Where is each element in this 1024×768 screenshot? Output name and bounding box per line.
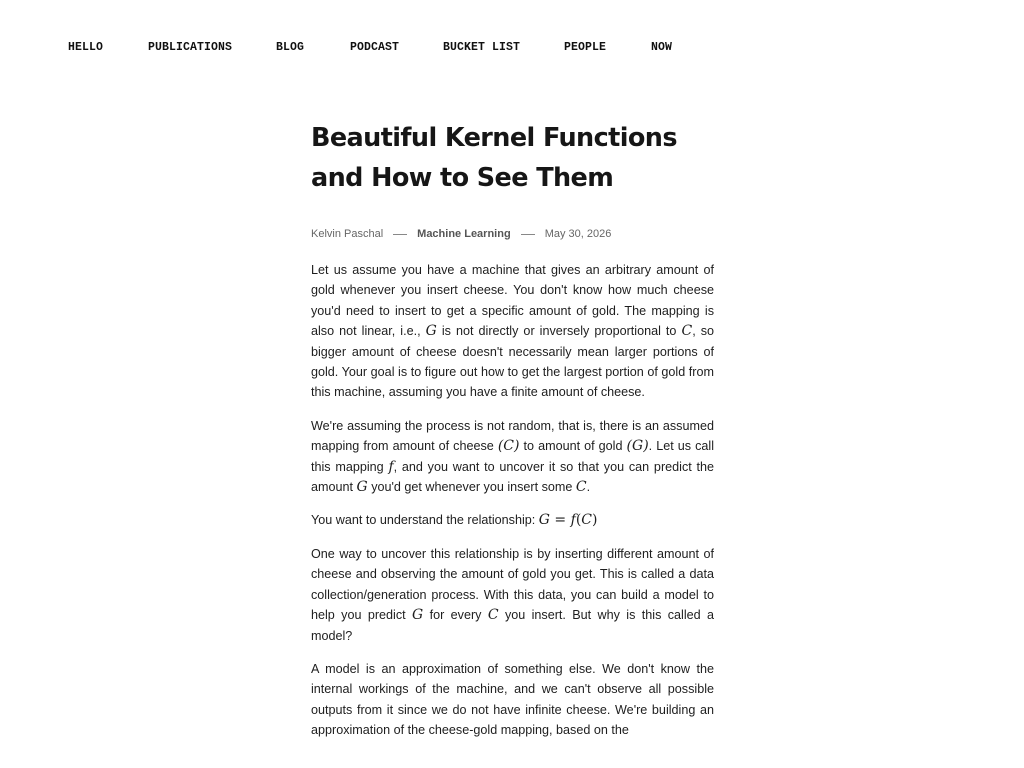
text-span: for every bbox=[429, 608, 482, 623]
meta-separator bbox=[521, 234, 535, 235]
text-span: you'd get whenever you insert some bbox=[371, 480, 573, 495]
nav-link-publications[interactable]: PUBLICATIONS bbox=[148, 41, 233, 54]
text-span: Let us assume you have a machine that gives an arbitrary amount of gold whenever you insert cheese. You don't know how much cheese you'd need to insert to get a specific amount of gold. The mapping is also not linear, i.e., bbox=[311, 263, 714, 339]
math-eq-close-paren: ) bbox=[592, 512, 598, 529]
nav-link-people[interactable]: PEOPLE bbox=[564, 41, 607, 54]
text-span: . Let us call this mapping bbox=[311, 439, 714, 474]
paragraph-3 bbox=[311, 510, 714, 530]
article-title bbox=[311, 118, 714, 198]
paragraph-4 bbox=[311, 544, 714, 646]
nav-link-bucket-list[interactable]: BUCKET LIST bbox=[443, 41, 521, 54]
text-span: . bbox=[586, 480, 591, 495]
top-navigation bbox=[0, 40, 1024, 56]
nav-link-podcast[interactable]: PODCAST bbox=[350, 41, 400, 54]
math-eq-open-paren: ( bbox=[575, 512, 582, 529]
category-link[interactable]: Machine Learning bbox=[417, 228, 511, 240]
blog-article bbox=[311, 118, 714, 754]
meta-separator bbox=[393, 234, 407, 235]
text-span: We're assuming the process is not random, that is, there is an assumed mapping from amount of cheese bbox=[311, 418, 714, 454]
math-variable-g: G bbox=[425, 323, 437, 340]
paragraph-1 bbox=[311, 260, 714, 403]
math-paren-c: (C) bbox=[497, 438, 520, 455]
math-eq-f: f bbox=[570, 512, 576, 529]
math-variable-f: f bbox=[388, 458, 394, 475]
text-span: A model is an approximation of something else. We don't know the internal workings of the machine, and we can't observe all possible outputs from it since we do not have infinite cheese. We're building an approximation of the cheese-gold mapping, based on the bbox=[311, 661, 714, 738]
paragraph-5 bbox=[311, 659, 714, 741]
author-name[interactable]: Kelvin Paschal bbox=[311, 228, 384, 240]
article-meta bbox=[311, 225, 714, 243]
paragraph-2 bbox=[311, 416, 714, 498]
math-variable-c: C bbox=[487, 607, 499, 624]
article-title-line-2: and How to See Them bbox=[311, 163, 614, 193]
text-span: is not directly or inversely proportional to bbox=[441, 324, 677, 339]
text-span: , and you want to uncover it so that you can predict the amount bbox=[311, 459, 715, 495]
math-variable-g: G bbox=[412, 607, 424, 624]
math-eq-g: G bbox=[538, 512, 550, 529]
publish-date: May 30, 2026 bbox=[544, 228, 612, 240]
text-span: to amount of gold bbox=[523, 439, 623, 454]
math-variable-g: G bbox=[356, 479, 368, 496]
article-title-line-1: Beautiful Kernel Functions bbox=[311, 123, 677, 153]
math-variable-c: C bbox=[681, 323, 693, 340]
text-span: , so bigger amount of cheese doesn't necessarily mean larger portions of gold. Your goal is to figure out how to get the largest portion of gold from this machine, assuming you have a finite amount of cheese. bbox=[311, 324, 715, 400]
text-span: You want to understand the relationship: bbox=[311, 513, 536, 528]
article-body bbox=[311, 260, 714, 741]
math-eq-c: C bbox=[581, 512, 592, 529]
text-span: you insert. But why is this called a model? bbox=[311, 608, 715, 643]
math-paren-g: (G) bbox=[626, 438, 649, 455]
nav-link-hello[interactable]: HELLO bbox=[68, 41, 104, 54]
nav-link-now[interactable]: NOW bbox=[651, 41, 673, 54]
math-variable-c: C bbox=[575, 479, 587, 496]
text-span: One way to uncover this relationship is by inserting different amount of cheese and observing the amount of gold you get. This is called a data collection/generation process. With this data, you can build a model to help you predict bbox=[311, 546, 714, 623]
nav-link-blog[interactable]: BLOG bbox=[276, 41, 305, 54]
math-eq-equals: = bbox=[549, 512, 571, 529]
